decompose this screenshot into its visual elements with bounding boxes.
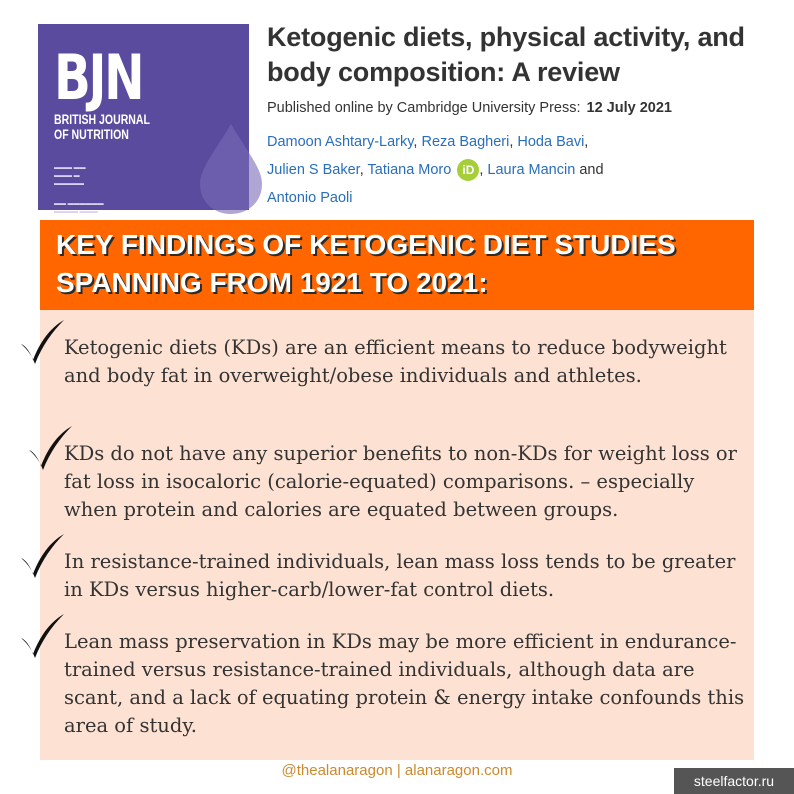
author-link[interactable]: Hoda Bavi [517, 134, 585, 150]
credit-line: @thealanaragon | alanaragon.com [281, 762, 513, 779]
banner-line2: SPANNING FROM 1921 TO 2021: [56, 267, 488, 298]
droplet-icon [196, 120, 266, 216]
published-date: 12 July 2021 [586, 100, 672, 116]
findings-panel [40, 310, 754, 760]
author-link[interactable]: Antonio Paoli [267, 190, 353, 206]
finding-item: KDs do not have any superior benefits to non-KDs for weight loss or fat loss in isocaloric (calorie-equated) comparisons. – especially when protein and calories are equated between groups. [64, 442, 737, 521]
checkmark-icon [26, 424, 74, 472]
article-title: Ketogenic diets, physical activity, and body composition: A review [267, 22, 745, 87]
finding-item: Ketogenic diets (KDs) are an efficient means to reduce bodyweight and body fat in overweight/obese individuals and athletes. [64, 336, 727, 387]
findings-banner [40, 220, 754, 310]
watermark: steelfactor.ru [674, 768, 794, 794]
and-label: and [579, 162, 604, 178]
published-label: Published online by Cambridge University Press: [267, 100, 581, 116]
checkmark-icon [18, 612, 66, 660]
author-list: Damoon Ashtary-Larky, Reza Bagheri, Hoda Bavi, Julien S Baker, Tatiana Moro iD , Laura Mancin and Antonio Paoli [267, 134, 604, 206]
checkmark-icon [18, 318, 66, 366]
banner-heading [56, 226, 676, 302]
journal-name [54, 112, 150, 142]
author-link[interactable]: Damoon Ashtary-Larky [267, 134, 414, 150]
checkmark-icon [18, 532, 66, 580]
author-link[interactable]: Reza Bagheri [421, 134, 510, 150]
author-link[interactable]: Julien S Baker [267, 162, 360, 178]
journal-logo: BJN [54, 41, 143, 114]
cover-fineprint: ▬▬ ▬▬▬▬▬▬ ▬▬▬▬ ▬▬▬ [54, 201, 104, 215]
banner-line1: KEY FINDINGS OF KETOGENIC DIET STUDIES [56, 229, 676, 260]
finding-item: Lean mass preservation in KDs may be more efficient in endurance-trained versus resistance-trained individuals, although data are scant, and a lack of equating protein & energy intake confounds this area of study. [64, 630, 745, 737]
journal-cover [38, 24, 249, 215]
finding-item: In resistance-trained individuals, lean mass loss tends to be greater in KDs versus higher-carb/lower-fat control diets. [64, 550, 736, 601]
publication-info [267, 100, 672, 116]
author-link[interactable]: Laura Mancin [487, 162, 576, 178]
journal-name-line1: BRITISH JOURNAL [54, 112, 150, 127]
cover-fineprint: ▬▬▬ ▬▬ ▬▬▬ ▬ ▬▬▬▬▬ [54, 165, 86, 187]
author-link[interactable]: Tatiana Moro [367, 162, 452, 178]
orcid-icon[interactable]: iD [457, 159, 479, 181]
journal-name-line2: OF NUTRITION [54, 127, 129, 142]
